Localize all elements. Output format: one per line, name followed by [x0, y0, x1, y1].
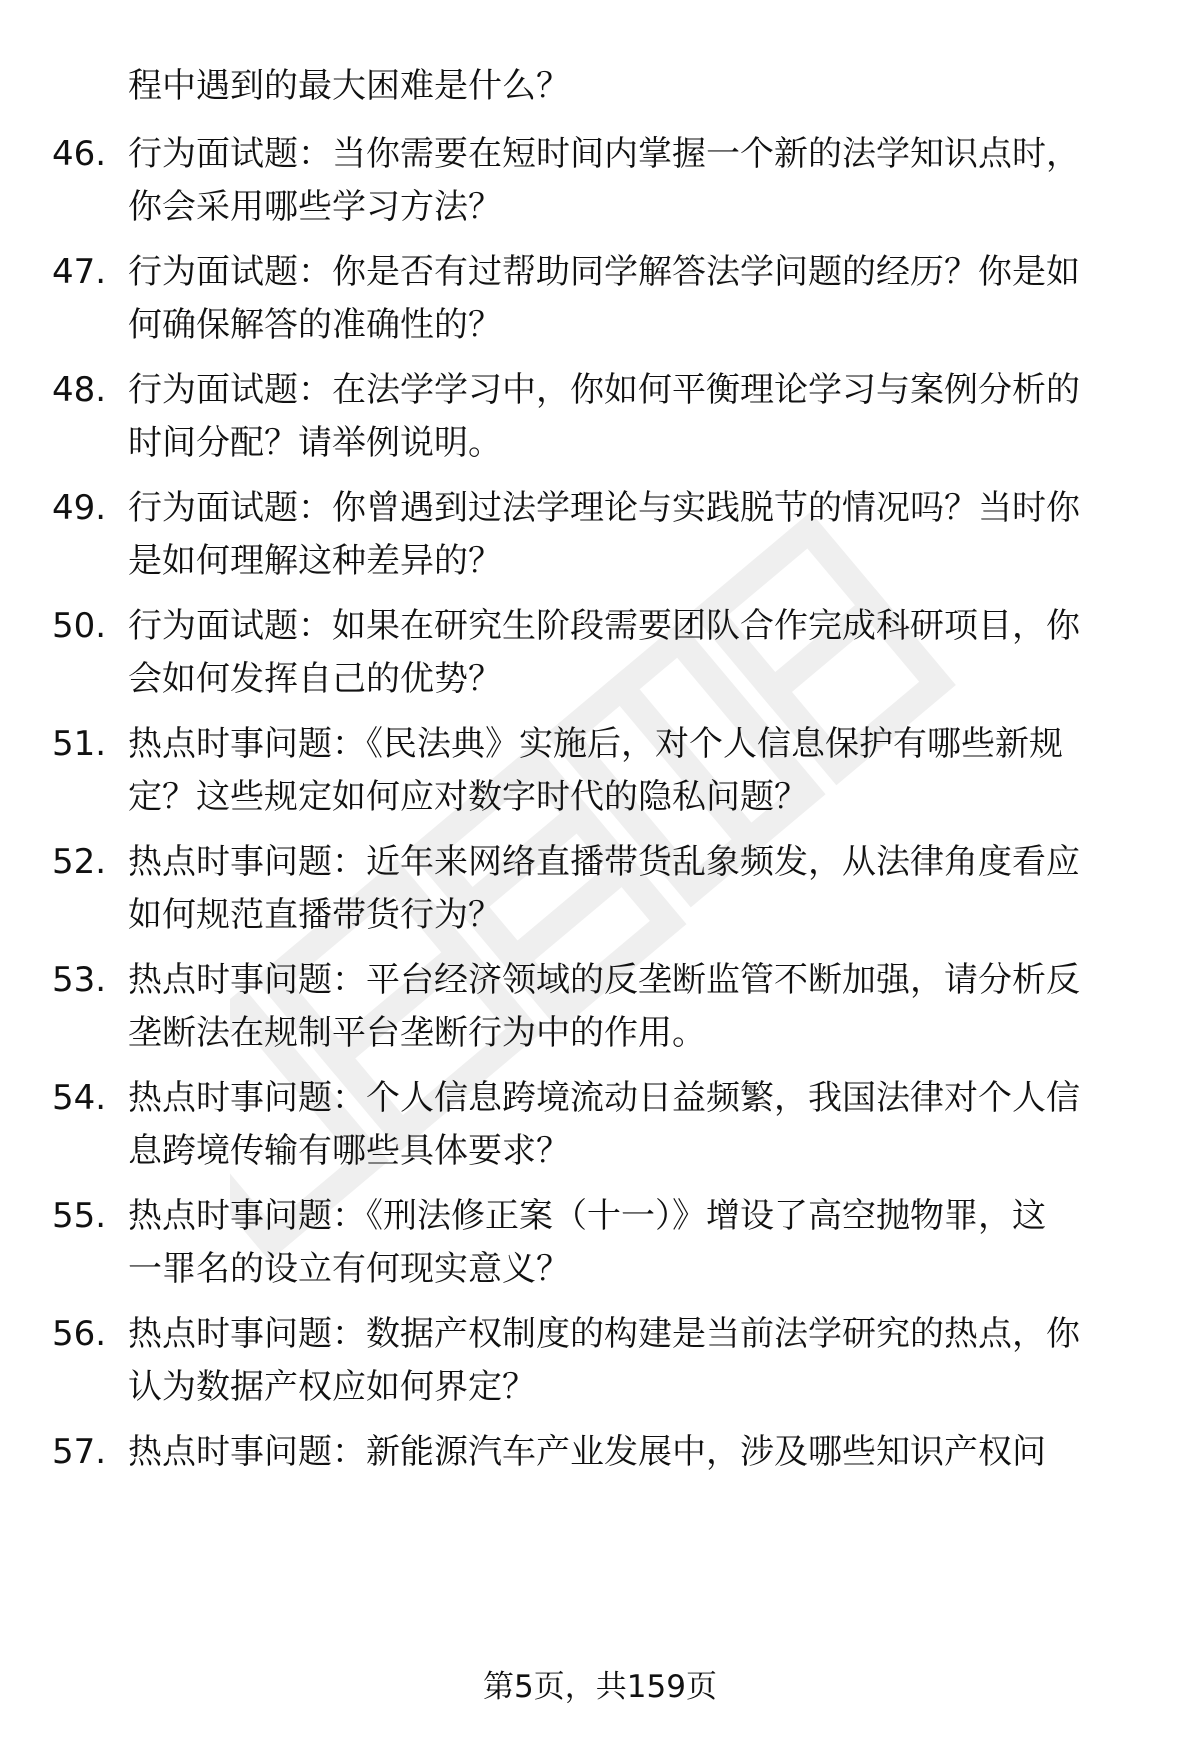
- question-text-line-2: 何确保解答的准确性的？: [128, 305, 502, 345]
- question-number: 46.: [52, 134, 107, 174]
- question-number: 47.: [52, 252, 107, 292]
- question-text-line-2: 时间分配？请举例说明。: [128, 423, 502, 463]
- question-number: 54.: [52, 1078, 107, 1118]
- question-number: 53.: [52, 960, 107, 1000]
- question-text-line-1: 热点时事问题：数据产权制度的构建是当前法学研究的热点，你: [128, 1314, 1080, 1354]
- question-text-line-1: 热点时事问题：近年来网络直播带货乱象频发，从法律角度看应: [128, 842, 1080, 882]
- continuation-line: 程中遇到的最大困难是什么？: [128, 66, 570, 106]
- question-text-line-1: 行为面试题：当你需要在短时间内掌握一个新的法学知识点时，: [128, 134, 1080, 174]
- question-text-line-2: 一罪名的设立有何现实意义？: [128, 1249, 570, 1289]
- question-text-line-1: 行为面试题：你曾遇到过法学理论与实践脱节的情况吗？当时你: [128, 488, 1080, 528]
- question-text-line-2: 是如何理解这种差异的？: [128, 541, 502, 581]
- question-number: 50.: [52, 606, 107, 646]
- question-text-line-2: 如何规范直播带货行为？: [128, 895, 502, 935]
- question-text-line-1: 热点时事问题：平台经济领域的反垄断监管不断加强，请分析反: [128, 960, 1080, 1000]
- question-text-line-2: 垄断法在规制平台垄断行为中的作用。: [128, 1013, 706, 1053]
- question-text-line-1: 行为面试题：你是否有过帮助同学解答法学问题的经历？你是如: [128, 252, 1080, 292]
- question-text-line-1: 热点时事问题：《刑法修正案（十一）》增设了高空抛物罪，这: [128, 1196, 1046, 1236]
- question-number: 52.: [52, 842, 107, 882]
- question-text-line-1: 行为面试题：在法学学习中，你如何平衡理论学习与案例分析的: [128, 370, 1080, 410]
- question-text-line-1: 热点时事问题：个人信息跨境流动日益频繁，我国法律对个人信: [128, 1078, 1080, 1118]
- question-text-line-1: 热点时事问题：新能源汽车产业发展中，涉及哪些知识产权问: [128, 1432, 1046, 1472]
- question-number: 57.: [52, 1432, 107, 1472]
- question-text-line-2: 定？这些规定如何应对数字时代的隐私问题？: [128, 777, 808, 817]
- question-number: 51.: [52, 724, 107, 764]
- question-text-line-2: 会如何发挥自己的优势？: [128, 659, 502, 699]
- question-text-line-2: 你会采用哪些学习方法？: [128, 187, 502, 227]
- question-number: 56.: [52, 1314, 107, 1354]
- question-text-line-1: 热点时事问题：《民法典》实施后，对个人信息保护有哪些新规: [128, 724, 1063, 764]
- question-number: 49.: [52, 488, 107, 528]
- question-text-line-2: 认为数据产权应如何界定？: [128, 1367, 536, 1407]
- question-number: 48.: [52, 370, 107, 410]
- question-text-line-2: 息跨境传输有哪些具体要求？: [128, 1131, 570, 1171]
- page-footer: 第5页，共159页: [483, 1669, 717, 1705]
- question-number: 55.: [52, 1196, 107, 1236]
- question-text-line-1: 行为面试题：如果在研究生阶段需要团队合作完成科研项目，你: [128, 606, 1080, 646]
